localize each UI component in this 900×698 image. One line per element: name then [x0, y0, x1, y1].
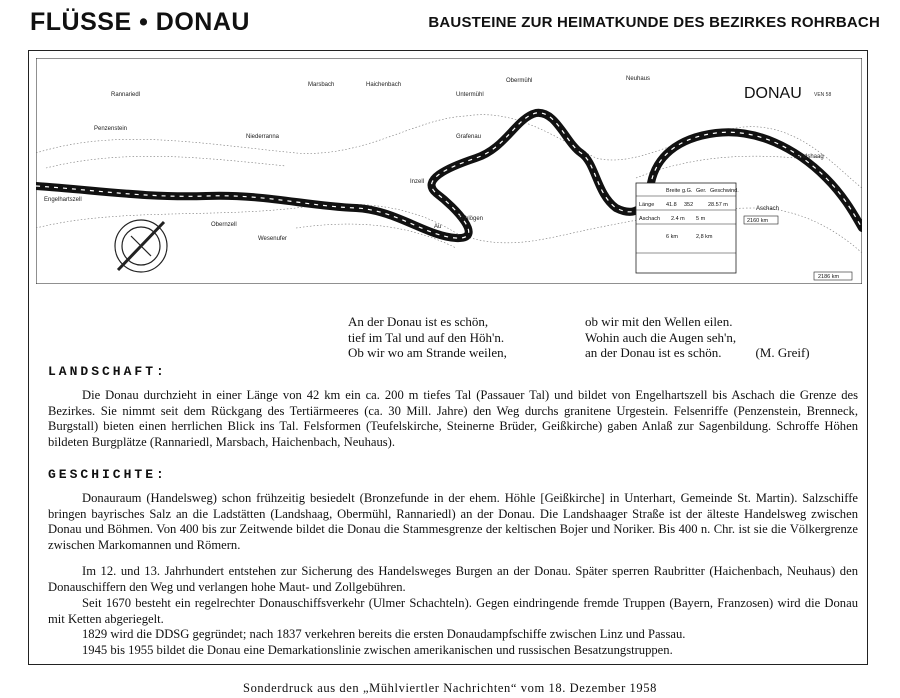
- map-data-table: [636, 183, 739, 273]
- poem-line: ob wir mit den Wellen eilen.: [585, 314, 733, 329]
- page-title: [30, 8, 250, 37]
- km-mark-1: 2160 km: [747, 218, 769, 224]
- map-label-haichenbach: Haichenbach: [366, 82, 402, 88]
- poem-line: an der Donau ist es schön. (M. Greif): [585, 345, 810, 360]
- title-part-1: FLÜSSE: [30, 8, 132, 36]
- svg-text:Länge: Länge: [639, 202, 655, 208]
- svg-text:Aschach: Aschach: [639, 216, 661, 222]
- poem-line: Wohin auch die Augen seh'n,: [585, 329, 737, 345]
- map-label-rannariedl: Rannariedl: [111, 92, 141, 98]
- svg-text:Geschwind.: Geschwind.: [710, 188, 739, 194]
- footer-note: Sonderdruck aus den „Mühlviertler Nachrichten“ vom 18. Dezember 1958: [243, 681, 657, 695]
- map-author-mark: VEN 58: [814, 92, 832, 98]
- map-label-schloegen: Schlögen: [458, 216, 484, 222]
- map-label-penzenstein: Penzenstein: [94, 126, 128, 132]
- svg-text:6 km: 6 km: [666, 234, 678, 240]
- poem-author: (M. Greif): [755, 345, 810, 360]
- poem-line: tief im Tal und auf den Höh'n.: [348, 329, 505, 345]
- map-label-au: Au: [434, 224, 442, 230]
- poem-line: Ob wir wo am Strande weilen,: [348, 345, 507, 360]
- map-label-engelhartszell: Engelhartszell: [44, 197, 82, 203]
- km-mark-2: 2186 km: [818, 274, 840, 280]
- poem-line: An der Donau ist es schön,: [348, 314, 489, 329]
- svg-text:g.G.: g.G.: [682, 188, 693, 194]
- map-label-marsbach: Marsbach: [308, 82, 335, 88]
- svg-text:41.8: 41.8: [666, 202, 677, 208]
- map-label-grafenau: Grafenau: [456, 134, 482, 140]
- svg-text:2.4 m: 2.4 m: [671, 216, 685, 222]
- title-part-2: DONAU: [155, 8, 250, 36]
- danube-map: [36, 58, 862, 284]
- geschichte-paragraph-1: Donauraum (Handelsweg) schon frühzeitig besiedelt (Bronzefunde in der ehem. Höhle [Geißkirche] in Unterhart, Gemeinde St. Martin). Salzschiffe bringen bayrisches Salz an die Ladstätten (Landshaag, Obermühl, Rannariedl) an der Donau. Die Landshaager Straße ist der älteste Handelsweg zwischen Donau und Böhmen. Von 400 bis zur Zeitwende bildet die Donau die Stammesgrenze der keltischen Bojer und Noriker. Bis 400 n. Chr. ist sie die Völkergrenze zwischen Markomannen und Römern.: [48, 491, 858, 552]
- svg-text:5 m: 5 m: [696, 216, 706, 222]
- map-label-untermuehl: Untermühl: [456, 92, 484, 98]
- svg-text:352: 352: [684, 202, 694, 208]
- map-label-obermuehl: Obermühl: [506, 78, 533, 84]
- map-title: DONAU: [744, 85, 802, 102]
- map-label-inzell: Inzell: [410, 179, 425, 185]
- geschichte-paragraph-3: Seit 1670 besteht ein regelrechter Donauschiffsverkehr (Ulmer Schachteln). Gegen eindringende fremde Truppen (Bayern, Franzosen) wird die Donau mit Ketten abgeriegelt.: [48, 596, 858, 626]
- geschichte-heading: GESCHICHTE:: [48, 467, 167, 482]
- map-label-niederranna: Niederranna: [246, 134, 280, 140]
- poem-left: [348, 314, 507, 361]
- map-label-neuhaus: Neuhaus: [626, 76, 651, 82]
- geschichte-paragraph-2: Im 12. und 13. Jahrhundert entstehen zur Sicherung des Handelsweges Burgen an der Donau. Später sperren Raubritter (Haichenbach, Neuhaus) den Donauschiffern den Weg und verlangen hohe Maut- und Zollgebühren.: [48, 564, 858, 594]
- series-title: BAUSTEINE ZUR HEIMATKUNDE DES BEZIRKES ROHRBACH: [428, 14, 880, 31]
- map-label-landshaag: Landshaag: [794, 154, 824, 160]
- map-label-wesenufer: Wesenufer: [258, 236, 287, 242]
- geschichte-paragraph-5: 1945 bis 1955 bildet die Donau eine Demarkationslinie zwischen amerikanischen und russischen Besatzungstruppen.: [82, 643, 673, 657]
- map-label-obernzell: Obernzell: [211, 222, 237, 228]
- geschichte-paragraph-4: 1829 wird die DDSG gegründet; nach 1837 verkehren bereits die ersten Donaudampfschiffe zwischen Linz und Passau.: [82, 627, 686, 641]
- svg-text:Ger.: Ger.: [696, 188, 707, 194]
- svg-text:Breite: Breite: [666, 188, 681, 194]
- landschaft-heading: LANDSCHAFT:: [48, 364, 167, 379]
- title-bullet: •: [139, 8, 149, 36]
- poem-right: [585, 314, 810, 361]
- landschaft-text: Die Donau durchzieht in einer Länge von 42 km ein ca. 200 m tiefes Tal (Passauer Tal) und bildet von Engelhartszell bis Aschach die Grenze des Bezirkes. Sie nimmt seit dem Rückgang des Tertiärmeeres (ca. 30 Mill. Jahre) den Weg durchs granitene Urgestein. Felsenriffe (Penzenstein, Brenneck, Burgstall) bieten einen herrlichen Blick ins Tal. Felsformen (Teufelskirche, Steinerne Brüder, Geißkirche) gaben Anlaß zur Sagenbildung. Schroffe Höhen bildeten Burgplätze (Rannariedl, Marsbach, Haichenbach, Neuhaus).: [48, 388, 858, 449]
- svg-text:28.57 m: 28.57 m: [708, 202, 728, 208]
- map-label-aschach: Aschach: [756, 206, 780, 212]
- svg-text:2,8 km: 2,8 km: [696, 234, 713, 240]
